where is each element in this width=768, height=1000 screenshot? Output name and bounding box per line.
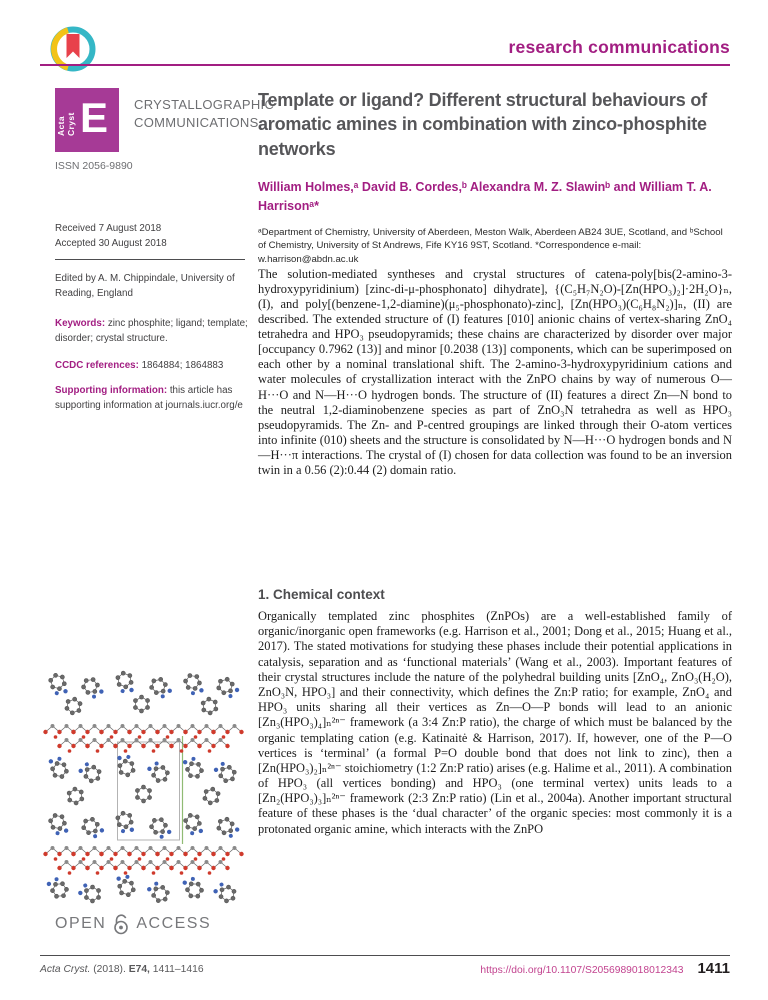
received-date: Received 7 August 2018 [55, 223, 162, 234]
journal-name-line2: COMMUNICATIONS [134, 115, 259, 131]
crystal-packing-figure [42, 642, 250, 904]
citation-year: (2018). [90, 964, 129, 975]
open-access-badge [55, 913, 211, 935]
section-label: research communications [508, 37, 730, 57]
ccdc-label: CCDC references: [55, 360, 139, 371]
accepted-date: Accepted 30 August 2018 [55, 237, 167, 249]
keywords-text: zinc phosphite; ligand; template; disorder; crystal structure. [55, 318, 248, 344]
supporting-text: this article has supporting information at journals.iucr.org/e [55, 385, 243, 411]
sidebar-divider [55, 259, 245, 260]
section-body: Organically templated zinc phosphites (ZnPOs) are a well-established family of organic/inorganic open frameworks (e.g. Harrison et al., 2001; Dong et al., 2015; Huang et al., 2017). The stated motivations for studying these phases include their potential applications in catalysis, separation and as ‘functional materials’ (Wang et al., 2003). Important features of their crystal structures include the nature of the polyhedral building units [ZnO₄, ZnO₃(H₂O), ZnO₃N, HPO₃] and their connectivity, which defines the Zn:P ratio; for example, ZnO₄ and HPO₃ units sharing all their vertices as Zn—O—P bonds will lead to an anionic [Zn₃(HPO₃)₄]ₙ²ⁿ⁻ framework (a 3:4 Zn:P ratio), the charge of which must be balanced by the organic templating cation (e.g. Katinaitė & Harrison, 2017). If, however, one of the P—O vertices is ‘terminal’ (a formal P=O double bond that does not link to zinc), then a [Zn(HPO₃)₂]ₙ²ⁿ⁻ stoichiometry (1:2 Zn:P ratio) arises (e.g. Halime et al., 2011). A combination of HPO₃ (all vertices bonding) and HPO₃ (one terminal vertex) units leads to a [Zn₂(HPO₃)₃]ₙ²ⁿ⁻ framework (2:3 Zn:P ratio) (Lin et al., 2004a). Another important structural feature of these phases is the ‘dual character’ of the organic species: most commonly it is a protonated organic amine, which interacts with the ZnPO [258, 609, 732, 836]
open-access-access: ACCESS [136, 915, 212, 932]
journal-name-line1: CRYSTALLOGRAPHIC [134, 97, 275, 112]
acta-cryst-vertical-label: Acta Cryst [56, 112, 76, 136]
doi-link[interactable]: https://doi.org/10.1107/S2056989018012343 [480, 965, 684, 976]
author-list: William Holmes,ᵃ David B. Cordes,ᵇ Alexandra M. Z. Slawinᵇ and William T. A. Harrisonᵃ* [258, 180, 712, 213]
section-heading-chemical-context: 1. Chemical context [258, 587, 385, 602]
citation-pages: 1411–1416 [149, 964, 204, 975]
journal-name [134, 96, 274, 132]
open-access-open: OPEN [55, 915, 107, 932]
citation [40, 964, 204, 975]
ccdc-references [55, 359, 251, 374]
affiliations: ᵃDepartment of Chemistry, University of Aberdeen, Meston Walk, Aberdeen AB24 3UE, Scotland, and ᵇSchool of Chemistry, University of St Andrews, Fife KY16 9ST, Scotland. *Correspondence e-mail: w.harrison@abdn.ac.uk [258, 227, 723, 265]
received-accepted [55, 222, 251, 251]
footer-rule [40, 955, 730, 956]
acta-cryst-e-logo [55, 88, 119, 152]
header-rule [40, 64, 730, 66]
citation-journal: Acta Cryst. [40, 964, 91, 975]
ccdc-numbers: 1864884; 1864883 [138, 360, 224, 371]
article-title: Template or ligand? Different structural behaviours of aromatic amines in combination with zinco-phosphite networks [258, 90, 707, 159]
crystal-structure-drawing [42, 642, 250, 904]
footer-right [480, 960, 730, 977]
issn: ISSN 2056-9890 [55, 160, 133, 172]
keywords-label: Keywords: [55, 318, 106, 329]
citation-volume: E74, [128, 964, 150, 975]
page-number: 1411 [697, 960, 730, 977]
open-lock-icon [112, 913, 130, 935]
supporting-label: Supporting information: [55, 385, 168, 396]
edited-by: Edited by A. M. Chippindale, University of Reading, England [55, 273, 235, 299]
keywords [55, 317, 251, 346]
abstract: The solution-mediated syntheses and crystal structures of catena-poly[bis(2-amino-3-hydroxypyridinium) [zinc-di-μ-phosphonato] dihydrate], {(C₅H₇N₂O)-[Zn(HPO₃)₂]·2H₂O}ₙ, (I), and poly[(benzene-1,2-diamine)(μ₅-phosphonato)-zinc], [Zn(HPO₃)(C₆H₈N₂)]ₙ, (II) are described. The extended structure of (I) features [010] anionic chains of vertex-sharing ZnO₄ tetrahedra and HPO₃ pseudopyramids; these chains are characterized by disorder over major [occupancy 0.7962 (13)] and minor [0.2038 (13)] components, which can be superimposed on each other by a nominal translational shift. The 2-amino-3-hydroxypyridinium cations and water molecules of crystallization interact with the ZnPO chains by way of numerous O—H···O and N—H···O hydrogen bonds. The structure of (II) features a direct Zn—N bond to the neutral 1,2-diaminobenzene species as part of ZnO₃N tetrahedra as well as HPO₃ pseudopyramids. The Zn- and P-centred groupings are linked through their O-atom vertices into infinite (010) sheets and the structure is consolidated by N—H···O hydrogen bonds and N—H···π interactions. The crystal of (I) chosen for data collection was found to be an inversion twin in a 0.56 (2):0.44 (2) domain ratio. [258, 267, 732, 477]
journal-letter: E [79, 94, 108, 141]
supporting-information [55, 384, 251, 413]
